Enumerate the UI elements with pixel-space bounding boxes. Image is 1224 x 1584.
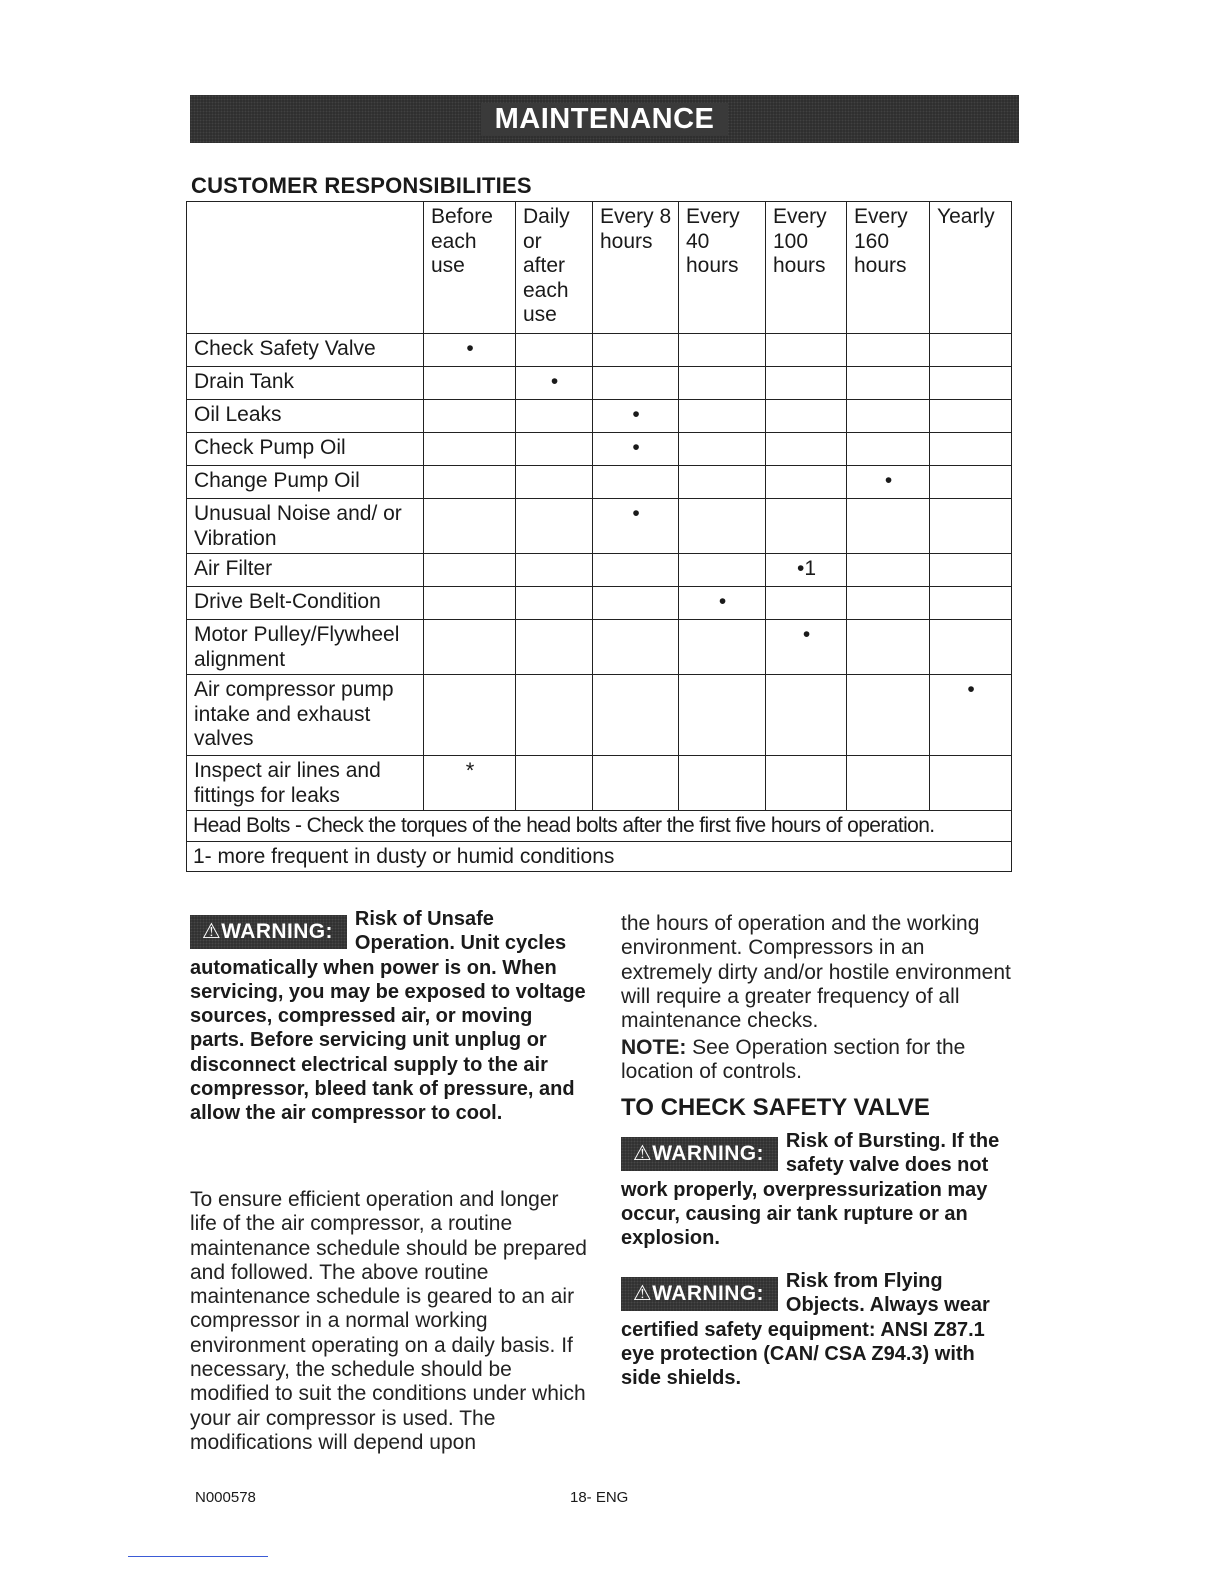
schedule-cell xyxy=(593,466,679,499)
schedule-cell xyxy=(847,400,930,433)
page-number: 18- ENG xyxy=(570,1489,629,1506)
column-header: Every 160 hours xyxy=(847,202,930,334)
schedule-cell xyxy=(930,466,1012,499)
warning-flying-objects xyxy=(621,1269,1006,1390)
header-blank xyxy=(187,202,424,334)
schedule-cell xyxy=(847,433,930,466)
maintenance-schedule-table xyxy=(186,201,1012,872)
schedule-cell xyxy=(930,433,1012,466)
schedule-cell xyxy=(679,499,766,554)
schedule-cell xyxy=(930,499,1012,554)
schedule-cell xyxy=(930,334,1012,367)
schedule-cell xyxy=(593,400,679,433)
table-row xyxy=(187,499,1012,554)
schedule-cell xyxy=(847,675,930,756)
task-cell: Drain Tank xyxy=(187,367,424,400)
table-note-row xyxy=(187,841,1012,872)
footer-rule xyxy=(128,1556,268,1557)
schedule-cell xyxy=(424,675,516,756)
schedule-cell xyxy=(847,466,930,499)
table-row xyxy=(187,620,1012,675)
table-header-row xyxy=(187,202,1012,334)
banner-title: MAINTENANCE xyxy=(481,103,729,136)
bullet-mark: • xyxy=(884,469,893,492)
schedule-cell xyxy=(930,587,1012,620)
schedule-cell xyxy=(516,466,593,499)
note-text: See Operation section for the location of controls. xyxy=(621,1036,966,1084)
schedule-cell xyxy=(424,620,516,675)
schedule-cell xyxy=(593,334,679,367)
schedule-cell xyxy=(847,620,930,675)
task-cell: Unusual Noise and/ or Vibration xyxy=(187,499,424,554)
schedule-cell xyxy=(516,433,593,466)
column-header: Before each use xyxy=(424,202,516,334)
schedule-cell xyxy=(424,756,516,811)
warning-badge: ⚠WARNING: xyxy=(190,915,347,949)
schedule-cell xyxy=(679,554,766,587)
task-cell: Change Pump Oil xyxy=(187,466,424,499)
warning-unsafe-operation xyxy=(190,907,590,1126)
schedule-cell xyxy=(930,367,1012,400)
schedule-cell xyxy=(766,620,847,675)
task-cell: Air Filter xyxy=(187,554,424,587)
schedule-cell xyxy=(766,499,847,554)
schedule-cell xyxy=(593,587,679,620)
schedule-cell xyxy=(593,756,679,811)
schedule-cell xyxy=(766,334,847,367)
bullet-mark: • xyxy=(632,436,640,459)
task-cell: Oil Leaks xyxy=(187,400,424,433)
table-row xyxy=(187,554,1012,587)
schedule-cell xyxy=(424,587,516,620)
bullet-mark: • xyxy=(550,370,559,393)
schedule-cell xyxy=(516,499,593,554)
document-code: N000578 xyxy=(195,1489,256,1506)
maintenance-paragraph: To ensure efficient operation and longer life of the air compressor, a routine maintenance schedule should be prepared and followed. The above routine maintenance schedule is geared to an air compressor in a normal working environment operating on a daily basis. If necessary, the schedule should be modified to suit the conditions under which your air compressor is used. The modifications will depend upon xyxy=(190,1188,587,1454)
schedule-cell xyxy=(930,620,1012,675)
task-cell: Air compressor pump intake and exhaust valves xyxy=(187,675,424,756)
column-header: Every 8 hours xyxy=(593,202,679,334)
table-note-row xyxy=(187,811,1012,842)
task-cell: Inspect air lines and fittings for leaks xyxy=(187,756,424,811)
schedule-cell xyxy=(766,587,847,620)
schedule-cell xyxy=(424,554,516,587)
task-cell: Check Safety Valve xyxy=(187,334,424,367)
bullet-mark: • xyxy=(802,623,811,646)
column-header: Every 40 hours xyxy=(679,202,766,334)
schedule-cell xyxy=(424,466,516,499)
schedule-cell xyxy=(516,400,593,433)
maintenance-paragraph-continued: the hours of operation and the working environment. Compressors in an extremely dirty and/or hostile environment will require a greater frequency of all maintenance checks. xyxy=(621,912,1011,1033)
schedule-cell xyxy=(847,367,930,400)
schedule-cell xyxy=(847,554,930,587)
bullet-mark: • xyxy=(466,337,474,360)
schedule-cell xyxy=(766,675,847,756)
schedule-cell xyxy=(679,620,766,675)
section-title: CUSTOMER RESPONSIBILITIES xyxy=(191,173,532,198)
bullet-mark: •1 xyxy=(796,557,817,580)
warning-badge: ⚠WARNING: xyxy=(621,1137,778,1171)
warning-badge: ⚠WARNING: xyxy=(621,1277,778,1311)
schedule-cell xyxy=(679,400,766,433)
schedule-cell xyxy=(516,554,593,587)
schedule-cell xyxy=(930,554,1012,587)
table-row xyxy=(187,400,1012,433)
schedule-cell xyxy=(679,433,766,466)
schedule-cell xyxy=(847,587,930,620)
bullet-mark: • xyxy=(632,502,640,525)
schedule-cell xyxy=(516,587,593,620)
schedule-cell xyxy=(679,675,766,756)
note-paragraph xyxy=(621,1036,1021,1085)
schedule-cell xyxy=(593,675,679,756)
schedule-cell xyxy=(424,433,516,466)
schedule-cell xyxy=(679,334,766,367)
table-row xyxy=(187,334,1012,367)
head-bolts-note: Head Bolts - Check the torques of the head bolts after the first five hours of operation. xyxy=(187,811,1012,842)
schedule-cell xyxy=(593,367,679,400)
warning-text: Risk of Unsafe Operation. Unit cycles automatically when power is on. When servicing, you may be exposed to voltage sources, compressed air, or moving parts. Before servicing unit unplug or disconnect electrical supply to the air compressor, bleed tank of pressure, and allow the air compressor to cool. xyxy=(190,908,586,1125)
schedule-cell xyxy=(679,466,766,499)
schedule-cell xyxy=(766,433,847,466)
table-row xyxy=(187,466,1012,499)
schedule-cell xyxy=(847,334,930,367)
task-cell: Motor Pulley/Flywheel alignment xyxy=(187,620,424,675)
schedule-cell xyxy=(847,756,930,811)
schedule-cell xyxy=(766,466,847,499)
bullet-mark: • xyxy=(967,678,975,701)
schedule-cell xyxy=(679,756,766,811)
schedule-cell xyxy=(424,400,516,433)
schedule-cell xyxy=(679,367,766,400)
check-safety-valve-heading: TO CHECK SAFETY VALVE xyxy=(621,1094,930,1121)
schedule-cell xyxy=(930,756,1012,811)
schedule-cell xyxy=(847,499,930,554)
schedule-cell xyxy=(766,756,847,811)
schedule-cell xyxy=(593,554,679,587)
column-header: Every 100 hours xyxy=(766,202,847,334)
schedule-cell xyxy=(516,620,593,675)
table-row xyxy=(187,756,1012,811)
note-label: NOTE: xyxy=(621,1036,687,1059)
schedule-cell xyxy=(516,367,593,400)
schedule-cell xyxy=(766,367,847,400)
schedule-cell xyxy=(593,433,679,466)
schedule-cell xyxy=(424,367,516,400)
schedule-cell xyxy=(424,334,516,367)
schedule-cell xyxy=(516,334,593,367)
schedule-cell xyxy=(766,554,847,587)
task-cell: Drive Belt-Condition xyxy=(187,587,424,620)
warning-bursting xyxy=(621,1129,1006,1250)
maintenance-banner xyxy=(190,95,1019,143)
warning-text: Risk of Bursting. If the safety valve does not work properly, overpressurization may occur, causing air tank rupture or an explosion. xyxy=(621,1130,1000,1250)
schedule-cell xyxy=(593,620,679,675)
schedule-cell xyxy=(930,400,1012,433)
table-row xyxy=(187,587,1012,620)
table-row xyxy=(187,367,1012,400)
footnote: 1- more frequent in dusty or humid conditions xyxy=(187,841,1012,872)
table-row xyxy=(187,433,1012,466)
task-cell: Check Pump Oil xyxy=(187,433,424,466)
schedule-cell xyxy=(679,587,766,620)
schedule-cell xyxy=(516,756,593,811)
schedule-cell xyxy=(516,675,593,756)
column-header: Daily or after each use xyxy=(516,202,593,334)
schedule-cell xyxy=(930,675,1012,756)
asterisk-mark: * xyxy=(465,758,475,783)
schedule-cell xyxy=(766,400,847,433)
table-row xyxy=(187,675,1012,756)
schedule-cell xyxy=(424,499,516,554)
bullet-mark: • xyxy=(718,590,727,613)
warning-text: Risk from Flying Objects. Always wear certified safety equipment: ANSI Z87.1 eye protection (CAN/ CSA Z94.3) with side shields. xyxy=(621,1270,990,1390)
bullet-mark: • xyxy=(632,403,640,426)
column-header: Yearly xyxy=(930,202,1012,334)
schedule-cell xyxy=(593,499,679,554)
